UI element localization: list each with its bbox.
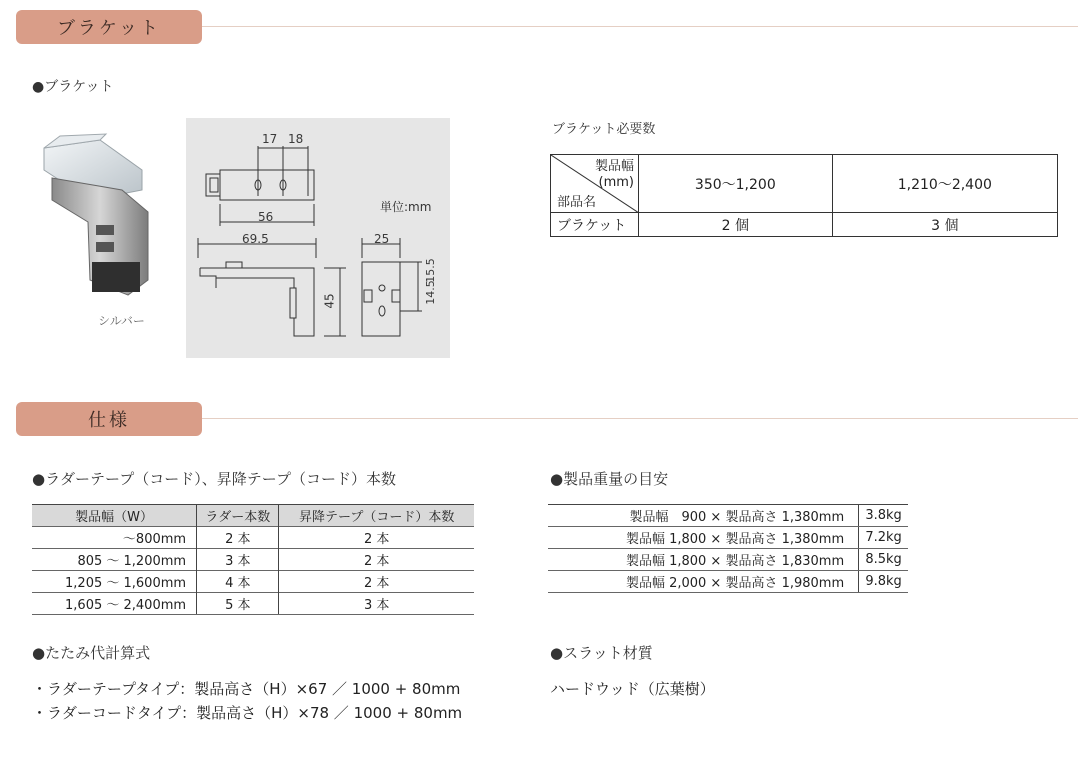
table-cell: 製品幅 900 × 製品高さ 1,380mm <box>548 505 859 527</box>
table-cell: 805 〜 1,200mm <box>32 549 197 571</box>
dim-17: 17 <box>262 132 278 146</box>
weight-table <box>548 504 908 593</box>
photo-caption: シルバー <box>98 314 145 328</box>
header-part-name: 部品名 <box>557 195 597 210</box>
table-cell: 製品幅 1,800 × 製品高さ 1,380mm <box>548 527 859 549</box>
table-row <box>548 505 908 527</box>
table-cell: 〜800mm <box>32 527 197 549</box>
column-header: 製品幅（W） <box>32 505 197 527</box>
bracket-count-table <box>550 154 1058 237</box>
table-cell: 2 本 <box>279 527 474 549</box>
dim-14-5: 14.5 <box>423 280 437 305</box>
bracket-photo <box>30 130 160 305</box>
table-row <box>548 549 908 571</box>
table-cell: 製品幅 2,000 × 製品高さ 1,980mm <box>548 571 859 593</box>
table-cell: 1,205 〜 1,600mm <box>32 571 197 593</box>
row-label-bracket: ブラケット <box>551 213 639 237</box>
header-product-width: 製品幅 (mm) <box>594 159 634 190</box>
table-row <box>548 571 908 593</box>
table-row <box>32 593 474 615</box>
bracket-label: ●ブラケット <box>32 79 114 95</box>
ladder-label: ●ラダーテープ（コード）、昇降テープ（コード）本数 <box>32 470 396 488</box>
table-cell: 1,605 〜 2,400mm <box>32 593 197 615</box>
bracket-diagram <box>186 118 450 358</box>
column-header: ラダー本数 <box>197 505 279 527</box>
bracket-count-title: ブラケット必要数 <box>552 122 656 137</box>
column-header: 昇降テープ（コード）本数 <box>279 505 474 527</box>
weight-label: ●製品重量の目安 <box>550 470 669 488</box>
table-cell: 製品幅 1,800 × 製品高さ 1,830mm <box>548 549 859 571</box>
slat-material: ハードウッド（広葉樹） <box>550 680 715 698</box>
table-cell: 2 本 <box>279 571 474 593</box>
table-cell: 8.5kg <box>859 549 908 571</box>
section-header-bracket <box>16 10 1078 44</box>
folding-label: ●たたみ代計算式 <box>32 644 151 662</box>
section-title: ブラケット <box>16 10 202 44</box>
table-header-corner <box>551 155 639 213</box>
count-2: 3 個 <box>832 213 1057 237</box>
header-range-1: 350〜1,200 <box>639 155 833 213</box>
table-row <box>548 527 908 549</box>
dim-56: 56 <box>258 210 274 224</box>
section-header-spec <box>16 402 1078 436</box>
unit-note: 単位:mm <box>380 200 432 214</box>
section-title: 仕様 <box>16 402 202 436</box>
slat-label: ●スラット材質 <box>550 644 653 662</box>
section-divider <box>202 26 1078 27</box>
table-cell: 4 本 <box>197 571 279 593</box>
dim-45: 45 <box>322 293 337 309</box>
table-row <box>32 527 474 549</box>
table-cell: 5 本 <box>197 593 279 615</box>
ladder-table <box>32 504 474 615</box>
table-cell: 3.8kg <box>859 505 908 527</box>
table-cell: 2 本 <box>197 527 279 549</box>
table-cell: 3 本 <box>279 593 474 615</box>
diagram-drawing <box>186 118 450 358</box>
table-row <box>32 571 474 593</box>
formula-ladder-cord: ・ラダーコードタイプ：製品高さ（H）×78 ／ 1000 + 80mm <box>32 704 463 722</box>
dim-69-5: 69.5 <box>242 232 269 246</box>
table-cell: 7.2kg <box>859 527 908 549</box>
dim-18: 18 <box>288 132 304 146</box>
dim-25: 25 <box>374 232 390 246</box>
section-divider <box>202 418 1078 419</box>
formula-ladder-tape: ・ラダーテープタイプ：製品高さ（H）×67 ／ 1000 + 80mm <box>32 680 461 698</box>
table-cell: 3 本 <box>197 549 279 571</box>
dim-15-5: 15.5 <box>423 258 437 283</box>
header-range-2: 1,210〜2,400 <box>832 155 1057 213</box>
count-1: 2 個 <box>639 213 833 237</box>
table-row <box>32 549 474 571</box>
table-cell: 2 本 <box>279 549 474 571</box>
table-cell: 9.8kg <box>859 571 908 593</box>
